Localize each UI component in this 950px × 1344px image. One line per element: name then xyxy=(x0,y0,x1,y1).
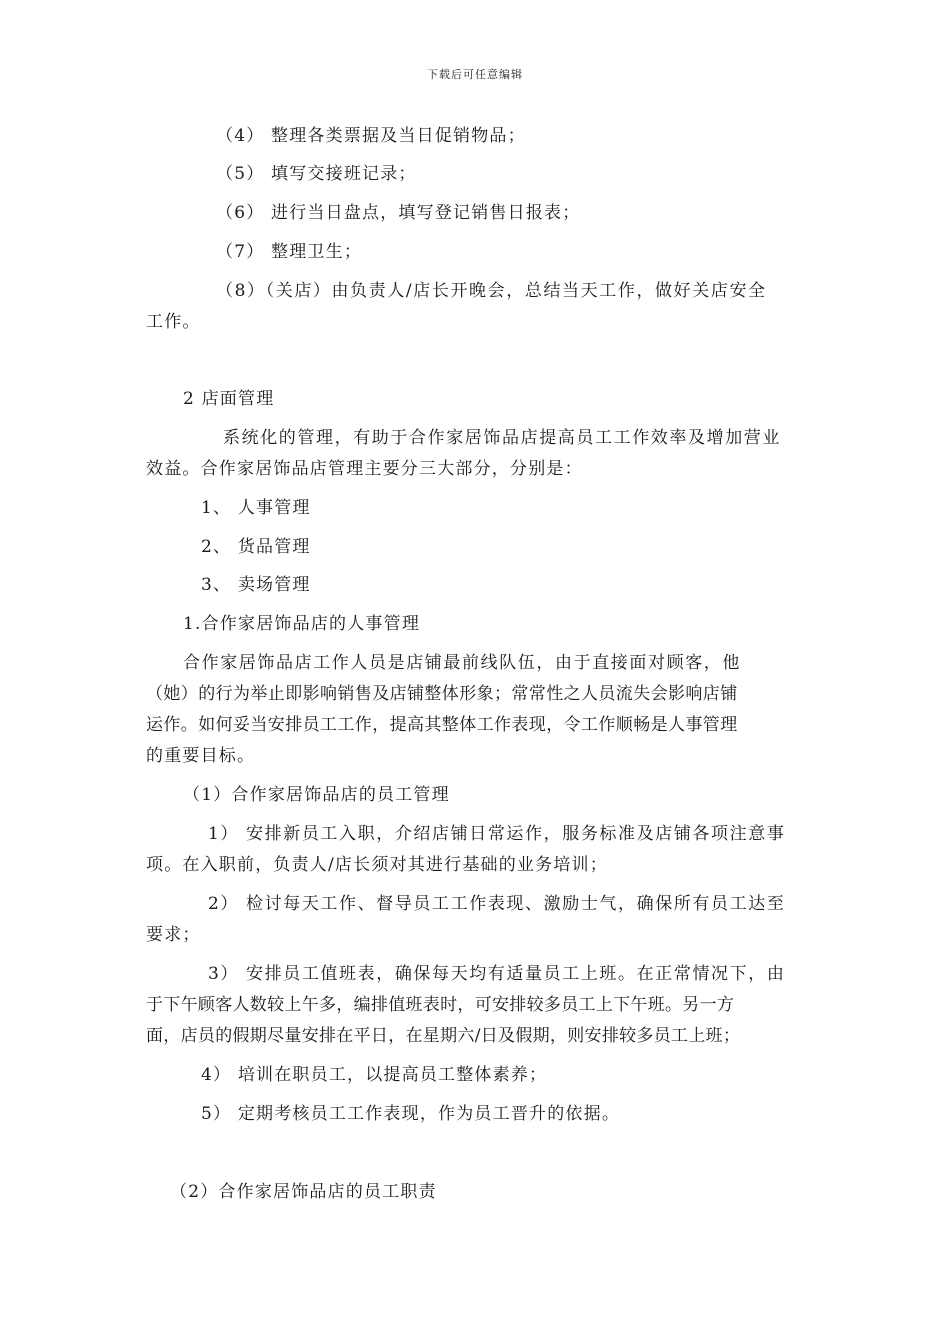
list-item-8: （8）（关店）由负责人/店长开晚会，总结当天工作，做好关店安全 xyxy=(216,281,767,301)
subsection-heading: 1.合作家居饰品店的人事管理 xyxy=(183,614,421,634)
list-item-5: （5） 填写交接班记录； xyxy=(216,164,417,184)
list-item-4: （4） 整理各类票据及当日促销物品； xyxy=(216,126,526,146)
list-item-8-cont: 工作。 xyxy=(146,312,201,332)
list-item: 1、 人事管理 xyxy=(201,498,311,518)
list-item: 3） 安排员工值班表，确保每天均有适量员工上班。在正常情况下，由 xyxy=(208,964,786,984)
paragraph-line: （她）的行为举止即影响销售及店铺整体形象；常常性之人员流失会影响店铺 xyxy=(146,684,738,704)
subsection-heading: （2）合作家居饰品店的员工职责 xyxy=(170,1182,437,1202)
subsection-heading: （1）合作家居饰品店的员工管理 xyxy=(183,785,450,805)
section-heading: 2 店面管理 xyxy=(183,389,275,409)
list-item-cont: 要求； xyxy=(146,925,201,945)
list-item-cont: 项。在入职前，负责人/店长须对其进行基础的业务培训； xyxy=(146,855,608,875)
paragraph-line: 合作家居饰品店工作人员是店铺最前线队伍，由于直接面对顾客，他 xyxy=(183,653,741,673)
list-item: 2） 检讨每天工作、督导员工工作表现、激励士气，确保所有员工达至 xyxy=(208,894,786,914)
list-item: 5） 定期考核员工工作表现，作为员工晋升的依据。 xyxy=(201,1104,621,1124)
list-item-cont: 面，店员的假期尽量安排在平日，在星期六/日及假期，则安排较多员工上班； xyxy=(146,1026,741,1046)
list-item-6: （6） 进行当日盘点，填写登记销售日报表； xyxy=(216,203,581,223)
list-item: 4） 培训在职员工，以提高员工整体素养； xyxy=(201,1065,548,1085)
list-item: 1） 安排新员工入职，介绍店铺日常运作，服务标准及店铺各项注意事 xyxy=(208,824,786,844)
paragraph-line: 运作。如何妥当安排员工工作，提高其整体工作表现，令工作顺畅是人事管理 xyxy=(146,715,738,735)
list-item: 2、 货品管理 xyxy=(201,537,311,557)
paragraph-line: 效益。合作家居饰品店管理主要分三大部分，分别是： xyxy=(146,459,583,479)
list-item: 3、 卖场管理 xyxy=(201,575,311,595)
list-item-7: （7） 整理卫生； xyxy=(216,242,363,262)
page-header: 下载后可任意编辑 xyxy=(427,68,523,81)
paragraph-line: 的重要目标。 xyxy=(146,746,256,766)
paragraph-line: 系统化的管理，有助于合作家居饰品店提高员工工作效率及增加营业 xyxy=(223,428,781,448)
list-item-cont: 于下午顾客人数较上午多，编排值班表时，可安排较多员工上下午班。另一方 xyxy=(146,995,735,1015)
